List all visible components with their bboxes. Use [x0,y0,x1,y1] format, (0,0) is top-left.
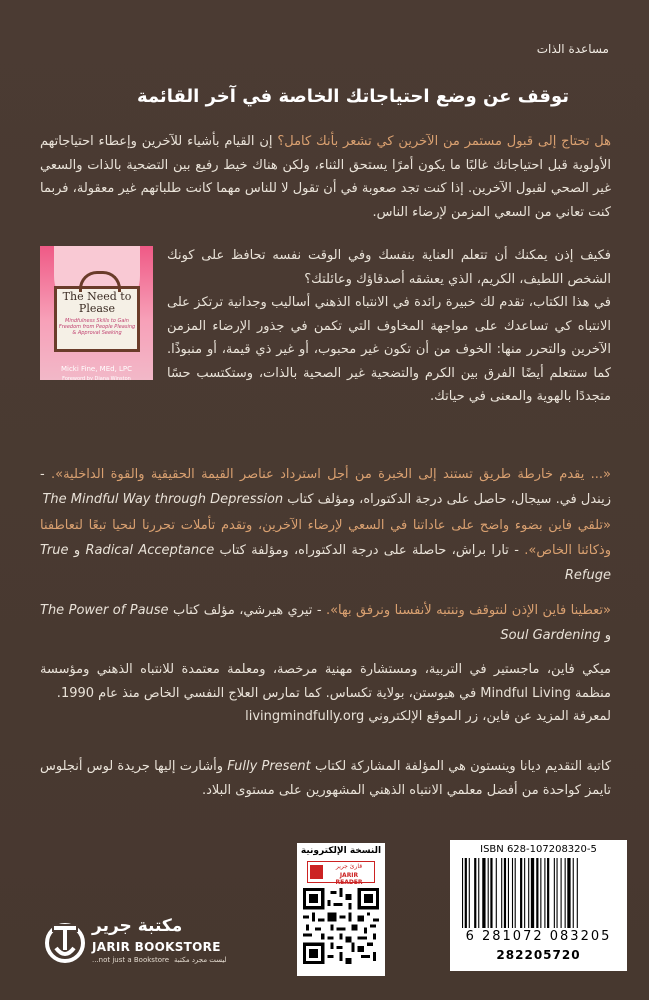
barcode-icon [458,858,619,928]
praise-book-title: The Power of Pause [40,603,169,618]
foreword-book-title: Fully Present [227,759,311,774]
foreword-text: كاتبة التقديم ديانا وينستون هي المؤلفة المشاركة لكتاب [310,759,612,774]
cover-title: The Need to Please [62,290,132,315]
qr-code-icon[interactable] [303,888,379,964]
author-bio [40,658,611,729]
description-with-cover [40,244,611,409]
category-label: مساعدة الذات [536,42,609,56]
praise-book-title-2: True Refuge [40,543,611,583]
description-paragraph-3: في هذا الكتاب، تقدم لك خبيرة رائدة في الانتباه الذهني أساليب وجدانية ترتكز على الانتباه كي تساعدك على مواجهة المخاوف التي تكمن في جذور الإرضاء المزمن الآخرين والتحرر منها: الخوف من أن تكون غير محبوب، أو غير ذي قيمة، أو منبوذًا. كما ستتعلم أيضًا الفرق بين الكرم والتضحية غير الصحية بالذات، وستكتسب حسًا متجددًا بالهوية والمعنى في حياتك. [167,295,611,404]
logo-name-ar: مكتبة جرير [92,916,183,936]
reader-app-icon [310,865,323,879]
praise-book-title: The Mindful Way through Depression [42,492,284,507]
praise-quote-text: «تعطينا فاين الإذن لنتوقف وننتبه لأنفسنا ونرفق بها». [325,603,611,618]
author-bio-line [40,658,611,705]
intro-question: هل تحتاج إلى قبول مستمر من الآخرين كي تشعر بأنك كامل؟ [277,134,611,149]
praise-joiner: و [68,543,86,558]
praise-quote-2 [40,513,611,588]
headline: توقف عن وضع احتياجاتك الخاصة في آخر القائمة [136,86,569,107]
isbn-barcode-panel [450,840,627,971]
description-paragraph-2: فكيف إذن يمكنك أن تتعلم العناية بنفسك وفي الوقت نفسه تحافظ على كونك الشخص اللطيف، الكريم، الذي يعشقه أصدقاؤك وعائلتك؟ [167,248,611,287]
book-cover-image [40,246,153,380]
publisher-logo [44,918,234,970]
website-link: livingmindfully.org [245,709,365,724]
logo-tagline-ar: ليست مجرد مكتبة [174,956,227,964]
praise-attribution: - تارا براش، حاصلة على درجة الدكتوراه، ومؤلفة كتاب [214,543,525,558]
author-bio-text: ميكي فاين، ماجستير في التربية، ومستشارة مهنية مرخصة، ومعلمة معتمدة للانتباه الذهني ومؤسسة منظمة [40,662,611,701]
logo-name-en: JARIR BOOKSTORE [92,940,221,954]
praise-attribution: - تيري هيرشي، مؤلف كتاب [168,603,326,618]
isbn-number: ISBN 628-107208320-5 [480,844,597,855]
cover-subtitle: Mindfulness Skills to Gain Freedom from People Pleasing & Approval Seeking [58,318,136,336]
barcode-digits: 6 281072 083205 [465,929,612,944]
jarir-logo-icon [44,920,86,966]
praise-quote-3 [40,598,611,648]
ebook-qr-panel [297,843,385,976]
praise-quote-text: «... يقدم خارطة طريق تستند إلى الخبرة من أجل استرداد عناصر القيمة الحقيقية والقوة الداخلية». [50,467,611,482]
intro-paragraph [40,130,611,224]
website-prompt: لمعرفة المزيد عن فاين، زر الموقع الإلكتروني [364,709,611,724]
praise-book-title-2: Soul Gardening [500,628,601,643]
author-website-line [40,705,611,729]
logo-tagline-en: ...not just a Bookstore [92,956,170,964]
praise-book-title: Radical Acceptance [85,543,215,558]
ebook-label: النسخة الإلكترونية [300,846,382,856]
author-bio-text-2: في هيوستن، بولاية تكساس. كما تمارس العلاج النفسي الخاص منذ عام 1990. [56,685,481,701]
foreword-text-2: وأشارت إليها جريدة لوس أنجلوس تايمز كواحدة من أفضل معلمي الانتباه الذهني المشهورين على مستوى البلاد. [40,759,611,798]
reader-app-name-en: JARIR READER [335,872,363,886]
organization-name: Mindful Living [480,685,571,701]
cover-author: Micki Fine, MEd, LPC [60,365,133,373]
price-code: 282205720 [496,948,581,962]
praise-quote-1 [40,462,611,512]
reader-app-name-ar: قارئ جرير [335,863,363,870]
intro-body: إن القيام بأشياء للآخرين وإعطاء احتياجاتهم الأولوية قبل احتياجاتك غالبًا ما يكون أمرًا يستحق الثناء، ولكن هناك خيط رفيع بين التضحية بالذات والسعي غير الصحي لقبول الآخرين. إذا كنت تجد صعوبة في أن تقول لا للناس مهما كانت طلباتهم غير معقولة، فربما كنت تعاني من السعي المزمن لإرضاء الناس. [40,134,611,220]
jarir-reader-badge [307,861,375,886]
foreword-bio [40,755,611,802]
cover-foreword: Foreword by Diana Winston [62,376,131,380]
praise-quote-text: «تلقي فاين بضوء واضح على عاداتنا في السعي لإرضاء الآخرين، وتقدم تأملات تحررنا لنحيا تبعًا لتعاطفنا وذكائنا الخاص». [40,518,611,558]
praise-attribution: - زيندل في. سيجال، حاصل على درجة الدكتوراه، ومؤلف كتاب [40,467,611,507]
praise-joiner: و [600,628,611,643]
